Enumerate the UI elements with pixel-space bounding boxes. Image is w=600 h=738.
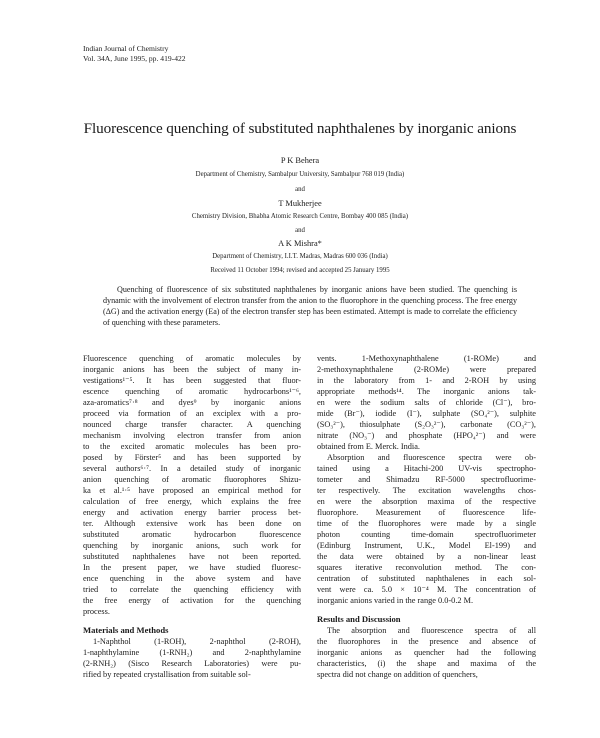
text-line: centration of substituted naphthalenes in each sol-: [317, 574, 536, 583]
text-line: Fluorescence quenching of aromatic molecules by: [83, 354, 301, 363]
text-line: spectra did not change on addition of quenchers,: [317, 670, 478, 679]
text-line: en were the sodium salts of chloride (Cl⁻), bro-: [317, 398, 536, 407]
received-dates: Received 11 October 1994; revised and accepted 25 January 1995: [210, 267, 390, 274]
text-line: squares iterative reconvolution method. The con-: [317, 563, 536, 572]
text-line: (SO₃²⁻), thiosulphate (S₂O₃²⁻), carbonate (CO₃²⁻),: [317, 420, 536, 429]
results-paragraph: [317, 625, 536, 680]
text-line: mechanism involving electron transfer from anion: [83, 431, 301, 440]
text-line: the free energy of activation for the quenching: [83, 596, 301, 605]
text-line: ter respectively. The excitation wavelengths chos-: [317, 486, 536, 495]
text-line: mide (Br⁻), iodide (I⁻), sulphate (SO₄²⁻), sulphite: [317, 409, 536, 418]
author-name: A K Mishra*: [278, 239, 322, 248]
text-line: tained using a Hitachi-200 UV-vis spectropho-: [317, 464, 536, 473]
text-line: appropriate methods¹⁴. The inorganic anions tak-: [317, 387, 536, 396]
author-affiliation: Chemistry Division, Bhabha Atomic Research Centre, Bombay 400 085 (India): [191, 213, 409, 220]
text-line: calculation of free energy, which explains the free: [83, 497, 301, 506]
text-line: escence quenching of aromatic hydrocarbons¹⁻⁶,: [83, 387, 301, 396]
text-line: photon counting time-domain spectrofluorimeter: [317, 530, 536, 539]
text-line: tried to correlate the quenching efficiency with: [83, 585, 301, 594]
text-line: posed by Förster⁵ and has been supported by: [83, 453, 301, 462]
text-line: The absorption and fluorescence spectra of all: [327, 626, 536, 635]
text-line: in the laboratory from 1- and 2-ROH by using: [317, 376, 536, 385]
journal-citation: Vol. 34A, June 1995, pp. 419-422: [83, 54, 186, 63]
text-line: quenching by inorganic anions, such work for: [83, 541, 301, 550]
text-line: time of the fluorophores were made by a single: [317, 519, 536, 528]
text-line: the fluorophores in the presence and absence of: [317, 637, 536, 646]
text-line: (Edinburg Instrument, U.K., Model El-199) and: [317, 541, 536, 550]
text-line: inorganic anions varied in the range 0.0-0.2 M.: [317, 596, 474, 605]
text-line: rified by repeated crystallisation from suitable sol-: [83, 670, 251, 679]
text-line: vents. 1-Methoxynaphthalene (1-ROMe) and: [317, 354, 536, 363]
text-line: several authors⁶·⁷. In a detailed study of inorganic: [83, 464, 301, 473]
and-separator: and: [295, 186, 305, 193]
text-line: (2-RNH₂) (Sisco Research Laboratories) were pu-: [83, 659, 301, 668]
text-line: to the excited aromatic molecules has been pro-: [83, 442, 301, 451]
text-line: substituted naphthalenes have not been reported.: [83, 552, 301, 561]
text-line: vestigations¹⁻⁵. It has been suggested that fluor-: [83, 376, 301, 385]
text-line: 2-methoxynaphthalene (2-ROMe) were prepared: [317, 365, 536, 374]
methods-paragraph: [83, 636, 301, 680]
text-line: energy and activation energy barrier process bet-: [83, 508, 301, 517]
section-heading-results: Results and Discussion: [317, 614, 401, 624]
spectra-paragraph: [317, 452, 536, 606]
text-line: In the present paper, we have studied fluoresc-: [83, 563, 301, 572]
text-line: 1-naphthylamine (1-RNH₂) and 2-naphthylamine: [83, 648, 301, 657]
text-line: proceed via formation of an exciplex with a pro-: [83, 409, 301, 418]
intro-paragraph: [83, 353, 301, 617]
text-line: anion quenching of aromatic fluorophores Shizu-: [83, 475, 301, 484]
journal-name: Indian Journal of Chemistry: [83, 44, 169, 53]
and-separator: and: [295, 227, 305, 234]
author-name: P K Behera: [280, 156, 320, 165]
text-line: nitrate (NO₃⁻) and phosphate (HPO₄²⁻) and were: [317, 431, 536, 440]
body-column-left: [83, 353, 301, 680]
text-line: ence quenching in the above system and have: [83, 574, 301, 583]
text-line: substituted aromatic hydrocarbon fluorescence: [83, 530, 301, 539]
text-line: vent were ca. 5.0 × 10⁻⁴ M. The concentration of: [317, 585, 536, 594]
section-heading-methods: Materials and Methods: [83, 625, 169, 635]
text-line: inorganic anions as quencher had the following: [317, 648, 536, 657]
text-line: nounced charge transfer character. A quenching: [83, 420, 301, 429]
text-line: inorganic anions has been the subject of many in-: [83, 365, 301, 374]
text-line: en were the absorption maxima of the respective: [317, 497, 536, 506]
text-line: process.: [83, 607, 110, 616]
text-line: ka et al.¹·⁵ have proposed an empirical method for: [83, 486, 301, 495]
text-line: fluorophore. Measurement of fluorescence life-: [317, 508, 536, 517]
author-name: T Mukherjee: [278, 199, 322, 208]
paper-title: Fluorescence quenching of substituted naphthalenes by inorganic anions: [83, 120, 517, 137]
abstract: Quenching of fluorescence of six substituted naphthalenes by inorganic anions have been studied. The quenching is dynamic with the involvement of electron transfer from the anion to the fluorophore in the quenching process. The free energy (ΔG) and the activation energy (Ea) of the electron transfer step has been estimated. Attempt is made to correlate the efficiency of quenching with these parameters.: [103, 285, 517, 327]
methods-paragraph-continued: [317, 353, 536, 452]
text-line: characteristics, (i) the shape and maxima of the: [317, 659, 536, 668]
author-affiliation: Department of Chemistry, I.I.T. Madras, Madras 600 036 (India): [212, 253, 388, 260]
text-line: tometer and Shimadzu RF-5000 spectrofluorime-: [317, 475, 536, 484]
text-line: Absorption and fluorescence spectra were ob-: [327, 453, 536, 462]
text-line: obtained from E. Merck. India.: [317, 442, 420, 451]
body-column-right: [317, 353, 536, 680]
text-line: the data were obtained by a non-linear least: [317, 552, 536, 561]
text-line: 1-Naphthol (1-ROH), 2-naphthol (2-ROH),: [93, 637, 301, 646]
text-line: aza-aromatics⁷·⁸ and dyes⁹ by inorganic anions: [83, 398, 301, 407]
text-line: ter. Although extensive work has been done on: [83, 519, 301, 528]
author-affiliation: Department of Chemistry, Sambalpur University, Sambalpur 768 019 (India): [195, 171, 405, 178]
journal-header: [83, 44, 186, 64]
